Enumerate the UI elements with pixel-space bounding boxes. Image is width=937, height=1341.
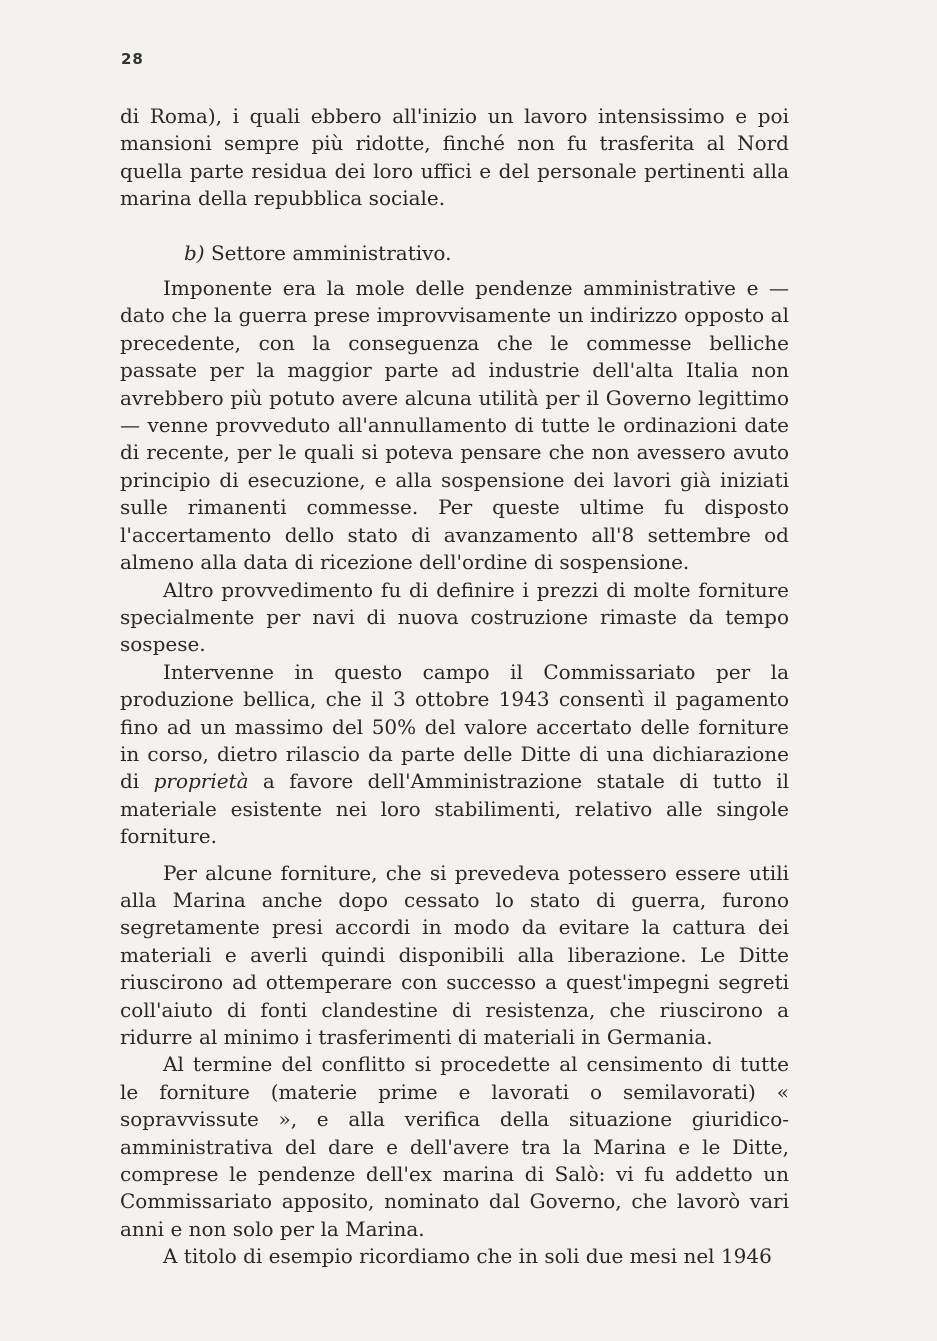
emphasis-proprieta: proprietà	[153, 769, 249, 794]
paragraph-pendenze: Imponente era la mole delle pendenze amministrative e — dato che la guerra prese improvvisamente un indirizzo opposto al precedente, con la conseguenza che le commesse belliche passate per la maggior parte ad industrie dell'alta Italia non avrebbero più potuto avere alcuna utilità per il Governo legittimo — venne provveduto all'annullamento di tutte le ordinazioni date di recente, per le quali si poteva pensare che non avessero avuto principio di esecuzione, e alla sospensione dei lavori già iniziati sulle rimanenti commesse. Per queste ultime fu disposto l'accertamento dello stato di avanzamento all'8 settembre od almeno alla data di ricezione dell'ordine di sospensione.	[120, 276, 789, 575]
body-text	[120, 103, 789, 1271]
paragraph-censimento: Al termine del conflitto si procedette al censimento di tutte le forniture (materie prime e lavorati o semilavorati) « sopravvissute », e alla verifica della situazione giuridico-amministrativa del dare e dell'avere tra la Marina e le Ditte, comprese le pendenze dell'ex marina di Salò: vi fu addetto un Commissariato apposito, nominato dal Governo, che lavorò vari anni e non solo per la Marina.	[120, 1052, 789, 1241]
paragraph-accordi-segreti: Per alcune forniture, che si prevedeva potessero essere utili alla Marina anche dopo cessato lo stato di guerra, furono segretamente presi accordi in modo da evitare la cattura dei materiali e averli quindi disponibili alla liberazione. Le Ditte riuscirono ad ottemperare con successo a quest'impegni segreti coll'aiuto di fonti clandestine di resistenza, che riuscirono a ridurre al minimo i trasferimenti di materiali in Germania.	[120, 860, 789, 1049]
paragraph-continuation: di Roma), i quali ebbero all'inizio un lavoro intensissimo e poi mansioni sempre più ridotte, finché non fu trasferita al Nord quella parte residua dei loro uffici e del personale pertinenti alla marina della repubblica sociale.	[120, 104, 789, 211]
section-letter: b)	[184, 240, 205, 265]
paragraph-esempio: A titolo di esempio ricordiamo che in soli due mesi nel 1946	[163, 1244, 772, 1269]
paragraph-prezzi: Altro provvedimento fu di definire i prezzi di molte forniture specialmente per navi di nuova costruzione rimaste da tempo sospese.	[120, 577, 789, 657]
section-title: Settore amministrativo.	[210, 240, 452, 265]
paragraph-commissariato	[120, 659, 789, 851]
section-heading	[120, 240, 789, 267]
paragraph-commissariato-start: Intervenne in questo campo il Commissariato per la produzione bellica, che il 3 ottobre 1943 consentì il pagamento fino ad un massimo del 50% del valore accertato delle forniture in corso, dietro rilascio da parte delle Ditte di una dichiarazione di	[120, 659, 789, 794]
paragraph-commissariato-end: a favore dell'Amministrazione statale di tutto il materiale esistente nei loro stabilimenti, relativo alle singole forniture.	[120, 769, 789, 849]
page-number: 28	[121, 50, 144, 68]
